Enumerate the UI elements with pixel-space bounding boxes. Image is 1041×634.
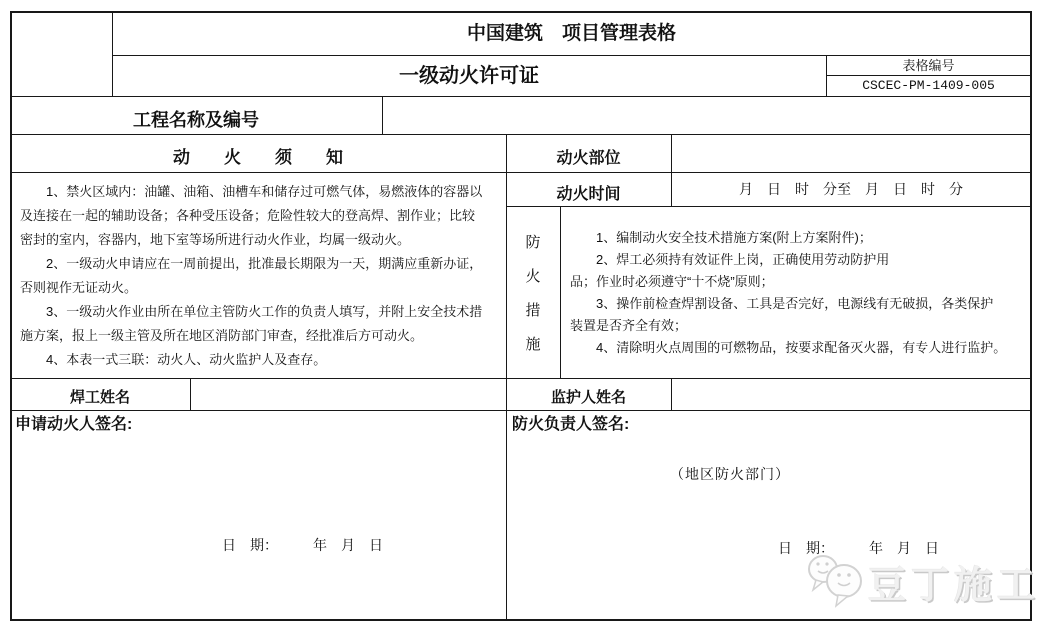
notice-line: 1、禁火区域内：油罐、油箱、油槽车和储存过可燃气体，易燃液体的容器以: [20, 184, 483, 199]
welder-name-value-cell: [191, 379, 506, 410]
rule-below-org-title: [112, 55, 1031, 56]
measures-label: [507, 207, 559, 378]
guardian-name-value-cell: [672, 379, 1030, 410]
chief-signature-label: 防火负责人签名:: [512, 416, 630, 433]
notice-line: 3、一级动火作业由所在单位主管防火工作的负责人填写，并附上安全技术措: [20, 304, 483, 319]
watermark-text: 豆丁施工: [868, 565, 1041, 607]
fire-time-value: 月 日 时 分至 月 日 时 分: [739, 181, 963, 197]
guardian-name-label: 监护人姓名: [550, 389, 626, 406]
org-title: 中国建筑 项目管理表格: [466, 23, 676, 44]
notice-line: 4、本表一式三联：动火人、动火监护人及查存。: [20, 352, 327, 367]
applicant-signature-label: 申请动火人签名:: [15, 416, 133, 433]
docin-bubbles-icon: [806, 550, 868, 610]
rule-below-notice-header: [10, 172, 1031, 173]
table-border-left: [10, 11, 12, 621]
measures-line: 品；作业时必须遵守“十不烧”原则；: [570, 274, 774, 289]
notice-title: 动 火 须 知: [173, 148, 343, 167]
measures-label-char: 火: [525, 268, 541, 285]
notice-line: 及连接在一起的辅助设备；各种受压设备；危险性较大的登高焊、割作业；比较: [20, 208, 476, 223]
notice-line: 2、一级动火申请应在一周前提出，批准最长期限为一天，期满应重新办证，: [20, 256, 483, 271]
table-border-right: [1030, 11, 1032, 621]
notice-line: 密封的室内，容器内，地下室等场所进行动火作业，均属一级动火。: [20, 232, 411, 247]
logo-cell: [12, 13, 112, 96]
fire-part-value-cell: [672, 135, 1030, 172]
rule-above-signature-row: [10, 410, 1031, 411]
notice-line: 否则视作无证动火。: [20, 280, 138, 295]
rule-below-fire-time: [506, 206, 1031, 207]
table-border-bottom: [10, 619, 1032, 621]
welder-name-label: 焊工姓名: [69, 389, 130, 406]
measures-line: 4、清除明火点周围的可燃物品，按要求配备灭火器，有专人进行监护。: [570, 340, 1007, 355]
measures-label-char: 防: [525, 234, 541, 251]
fire-time-label: 动火时间: [556, 186, 621, 203]
measures-line: 装置是否齐全有效；: [570, 318, 688, 333]
chief-date-line: 日 期： 年 月 日: [778, 540, 939, 556]
measures-line: 2、焊工必须持有效证件上岗，正确使用劳动防护用: [570, 252, 890, 267]
measures-label-char: 施: [525, 336, 541, 353]
fire-part-label: 动火部位: [556, 150, 621, 167]
project-name-value-cell: [383, 97, 1030, 134]
table-border-top: [10, 11, 1032, 13]
measures-line: 1、编制动火安全技术措施方案(附上方案附件)；: [570, 230, 872, 245]
project-name-label: 工程名称及编号: [133, 110, 259, 130]
notice-line: 施方案，报上一级主管及所在地区消防部门审查，经批准后方可动火。: [20, 328, 424, 343]
notice-text: [20, 180, 502, 372]
applicant-date-line: 日 期： 年 月 日: [222, 537, 383, 553]
measures-line: 3、操作前检查焊割设备、工具是否完好，电源线有无破损，各类保护: [570, 296, 994, 311]
rule-measures-split: [560, 206, 561, 378]
form-title: 一级动火许可证: [399, 65, 539, 87]
form-number-value: CSCEC-PM-1409-005: [862, 78, 995, 93]
measures-text: [570, 227, 1028, 359]
rule-form-no-split: [826, 75, 1031, 76]
measures-label-char: 措: [525, 302, 541, 319]
district-fire-dept-note: （地区防火部门）: [670, 466, 790, 482]
form-number-label: 表格编号: [902, 58, 955, 73]
watermark: [806, 548, 1041, 610]
